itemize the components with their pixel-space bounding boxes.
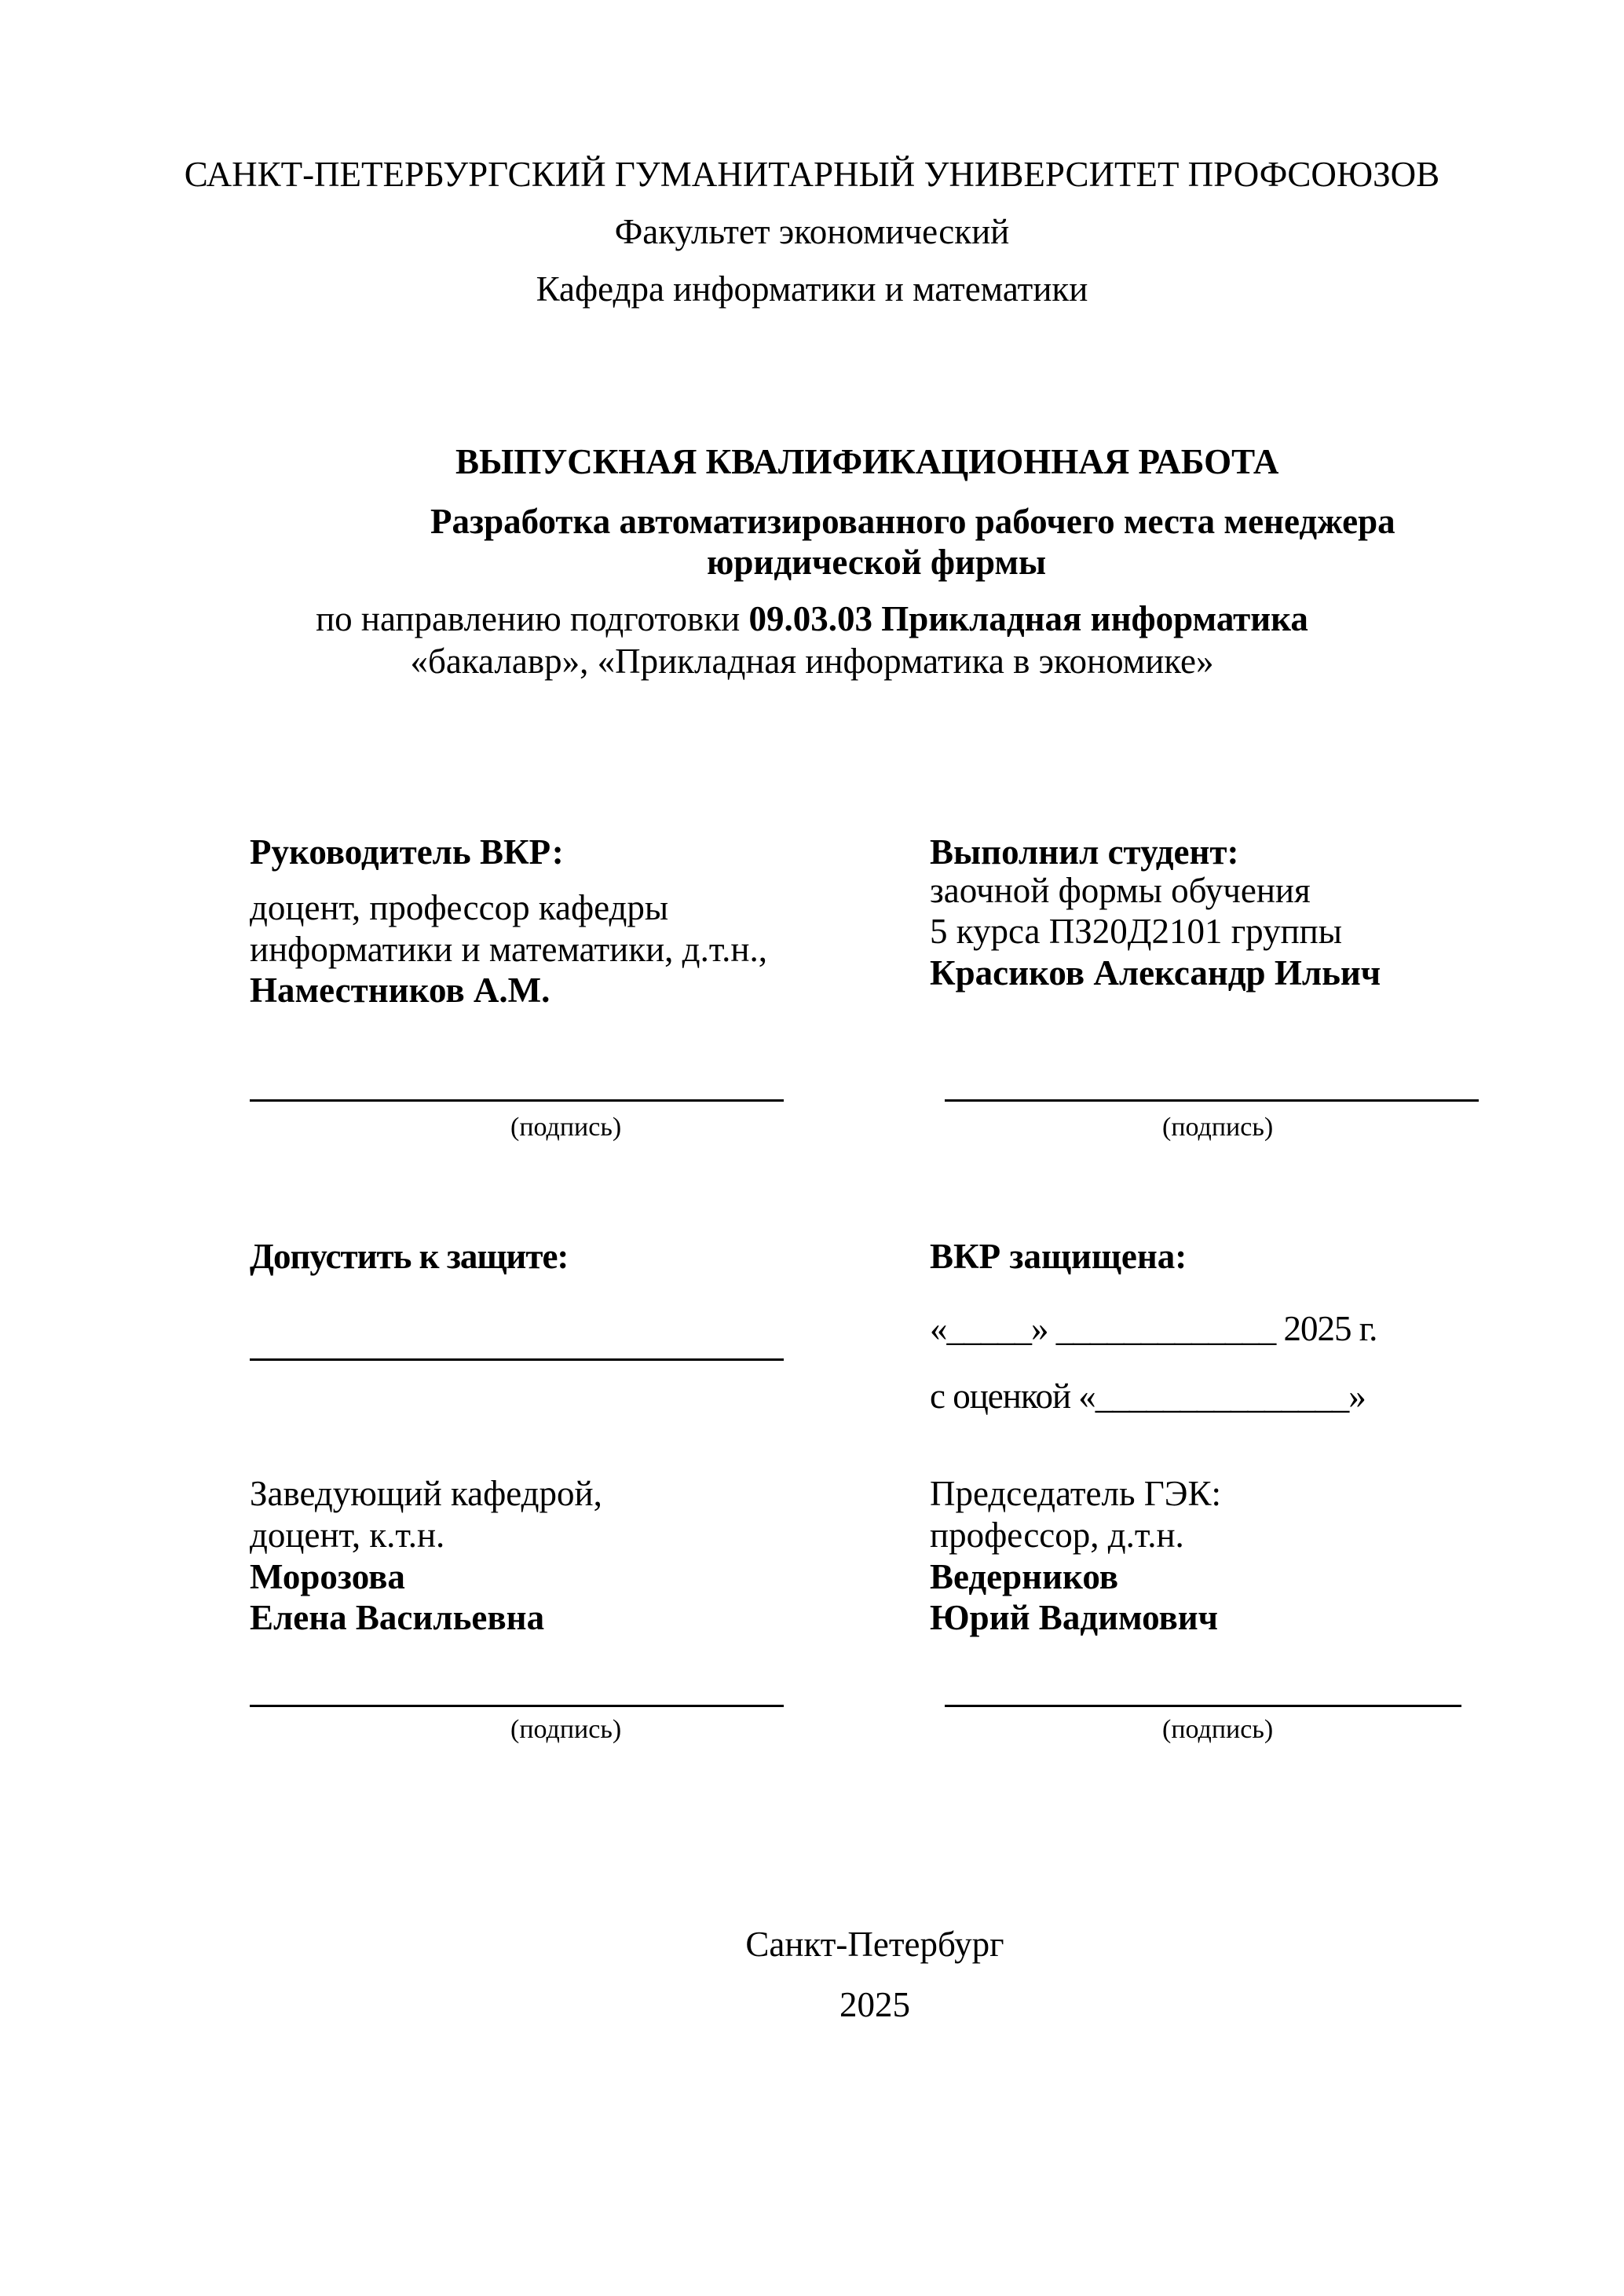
supervisor-signature-caption: (подпись) xyxy=(510,1113,622,1142)
direction-code: 09.03.03 Прикладная информатика xyxy=(748,599,1308,638)
topic-line-2: юридической фирмы xyxy=(707,543,1047,582)
document-type: ВЫПУСКНАЯ КВАЛИФИКАЦИОННАЯ РАБОТА xyxy=(455,442,1279,481)
head-given-names: Елена Васильевна xyxy=(250,1598,545,1637)
direction-line xyxy=(0,598,1624,639)
supervisor-position-2: информатики и математики, д.т.н., xyxy=(250,930,767,969)
head-surname: Морозова xyxy=(250,1557,405,1596)
profile-line: «бакалавр», «Прикладная информатика в экономике» xyxy=(410,642,1214,681)
footer-city: Санкт-Петербург xyxy=(745,1925,1004,1964)
supervisor-position-1: доцент, профессор кафедры xyxy=(250,888,669,927)
faculty-name: Факультет экономический xyxy=(614,212,1010,251)
head-position-1: Заведующий кафедрой, xyxy=(250,1474,602,1513)
student-signature-caption: (подпись) xyxy=(1162,1113,1274,1142)
supervisor-heading: Руководитель ВКР: xyxy=(250,832,564,872)
chairman-signature-caption: (подпись) xyxy=(1162,1715,1274,1744)
defense-heading: ВКР защищена: xyxy=(930,1237,1187,1276)
university-name: САНКТ-ПЕТЕРБУРГСКИЙ ГУМАНИТАРНЫЙ УНИВЕРСИТЕТ ПРОФСОЮЗОВ xyxy=(184,155,1440,194)
department-name: Кафедра информатики и математики xyxy=(536,269,1088,309)
student-heading: Выполнил студент: xyxy=(930,832,1239,872)
chairman-position-1: Председатель ГЭК: xyxy=(930,1474,1221,1513)
chairman-position-2: профессор, д.т.н. xyxy=(930,1515,1184,1555)
student-group: 5 курса ПЗ20Д2101 группы xyxy=(930,912,1342,951)
head-signature-caption: (подпись) xyxy=(510,1715,622,1744)
direction-prefix: по направлению подготовки xyxy=(316,599,749,638)
defense-grade: с оценкой «_______________» xyxy=(930,1377,1366,1416)
student-name: Красиков Александр Ильич xyxy=(930,953,1381,993)
chairman-given-names: Юрий Вадимович xyxy=(930,1598,1219,1637)
chairman-surname: Ведерников xyxy=(930,1557,1119,1596)
admission-signature-line xyxy=(250,1358,784,1361)
footer-year: 2025 xyxy=(839,1985,910,2024)
defense-date: «_____» _____________ 2025 г. xyxy=(930,1309,1377,1348)
supervisor-name: Наместников А.М. xyxy=(250,971,550,1010)
admission-heading: Допустить к защите: xyxy=(250,1237,569,1276)
chairman-signature-line xyxy=(945,1705,1461,1707)
student-signature-line xyxy=(945,1099,1479,1102)
topic-line-1: Разработка автоматизированного рабочего места менеджера xyxy=(430,502,1395,541)
supervisor-signature-line xyxy=(250,1099,784,1102)
student-form: заочной формы обучения xyxy=(930,871,1311,910)
head-signature-line xyxy=(250,1705,784,1707)
head-position-2: доцент, к.т.н. xyxy=(250,1515,445,1555)
